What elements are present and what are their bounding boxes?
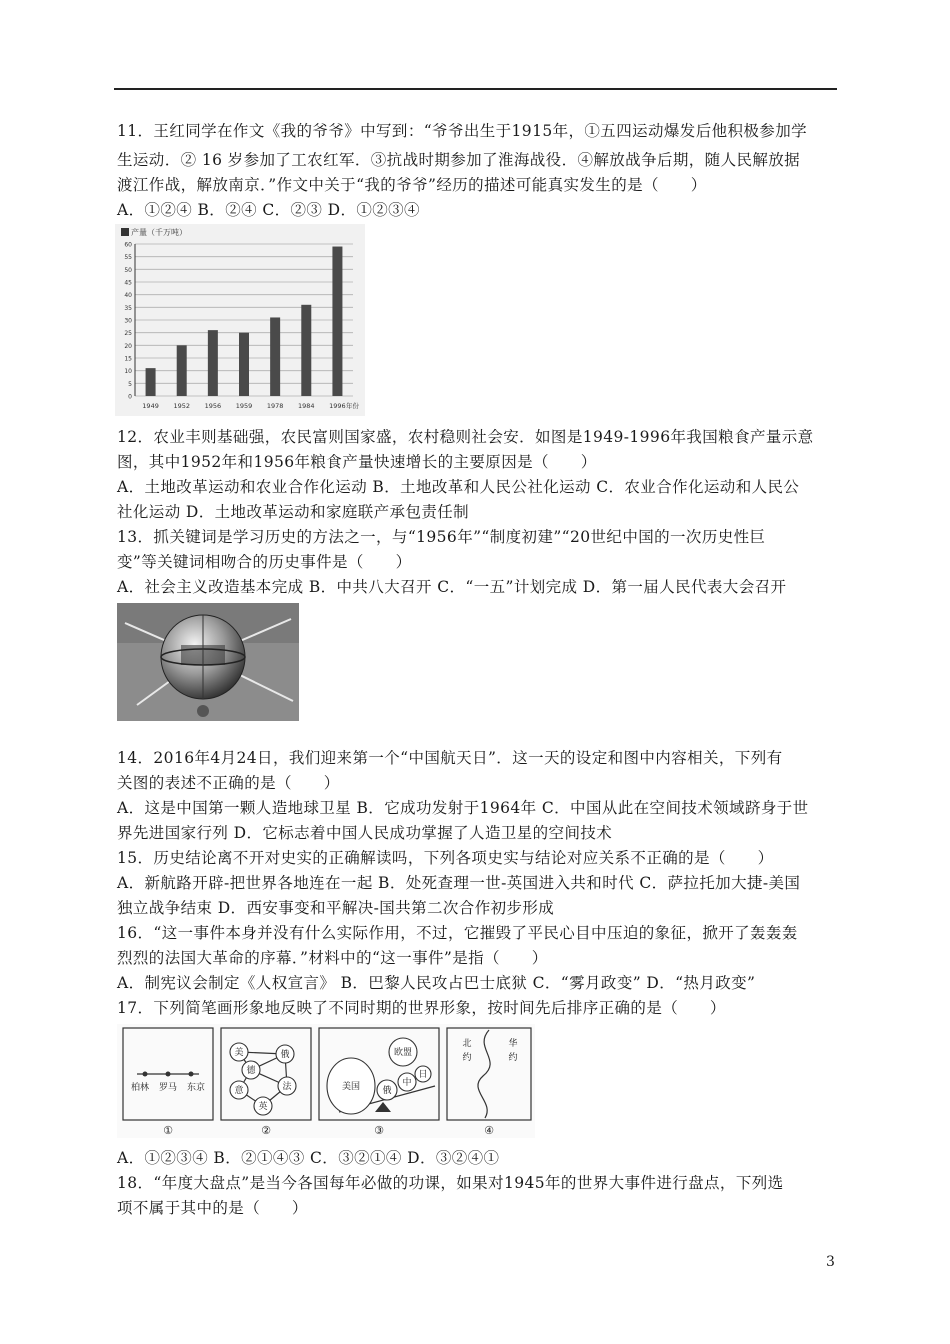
p1-num: ①: [163, 1124, 173, 1137]
chart-xtick-label: 1978: [266, 402, 284, 410]
chart-bar-1978: [270, 317, 280, 396]
chart-xtick-label: 1984: [298, 402, 315, 410]
q13-line-1: 13．抓关键词是学习历史的方法之一，与“1956年”“制度初建”“20世纪中国的一次历史性巨: [117, 528, 766, 546]
q18-line-1: 18．“年度大盘点”是当今各国每年必做的功课，如果对1945年的世界大事件进行盘点，下列选: [117, 1174, 784, 1192]
p4-label-2: 华: [508, 1039, 518, 1049]
q15-line-1: 15．历史结论离不开对史实的正确解读吗，下列各项史实与结论对应关系不正确的是（ ）: [117, 849, 774, 867]
chart-ytick-label: 55: [124, 254, 132, 262]
q12-options-2: 社化运动 D．土地改革运动和家庭联产承包责任制: [117, 503, 470, 521]
q18-line-2: 项不属于其中的是（ ）: [117, 1199, 308, 1217]
q14-options-2: 界先进国家行列 D．它标志着中国人民成功掌握了人造卫星的空间技术: [117, 824, 613, 842]
header-rule: [114, 88, 837, 90]
q17-options: A．①②③④ B．②①④③ C．③②①④ D．③②④①: [117, 1149, 500, 1167]
chart-ytick-label: 30: [124, 317, 132, 325]
chart-ytick-label: 45: [124, 279, 132, 287]
p3-label-china: 中: [402, 1078, 412, 1088]
chart-bar-1996: [332, 247, 342, 396]
chart-ytick-label: 5: [128, 380, 132, 388]
p4-label-0: 北: [462, 1039, 472, 1049]
p2-label-3: 法: [282, 1082, 292, 1092]
chart-ytick-label: 0: [128, 393, 132, 401]
q12-options-1: A．土地改革运动和农业合作化运动 B．土地改革和人民公社化运动 C．农业合作化运动和人民公: [117, 478, 800, 496]
q16-line-1: 16．“这一事件本身并没有什么实际作用，不过，它摧毁了平民心目中压迫的象征，掀开了轰轰轰: [117, 924, 798, 942]
chart-title: 产量（千万吨）: [131, 228, 187, 237]
p2-label-1: 德: [246, 1066, 256, 1076]
q11-options: A．①②④ B．②④ C．②③ D．①②③④: [117, 201, 420, 219]
q12-line-2: 图，其中1952年和1956年粮食产量快速增长的主要原因是（ ）: [117, 453, 597, 471]
p1-label-tokyo: 东京: [186, 1083, 206, 1093]
p1-label-berlin: 柏林: [130, 1083, 150, 1093]
chart-ytick-label: 40: [124, 292, 132, 300]
q15-options-2: 独立战争结束 D．西安事变和平解决-国共第二次合作初步形成: [117, 899, 555, 917]
p4-label-3: 约: [508, 1053, 518, 1063]
chart-xtick-label: 1996: [329, 402, 346, 410]
chart-ytick-label: 35: [124, 304, 132, 312]
chart-bar-1949: [146, 368, 156, 396]
q16-line-2: 烈烈的法国大革命的序幕．”材料中的“这一事件”是指（ ）: [117, 949, 548, 967]
chart-xtick-label: 1949: [142, 402, 159, 410]
q13-line-2: 变”等关键词相吻合的历史事件是（ ）: [117, 553, 412, 571]
chart-xtick-label: 1952: [173, 402, 190, 410]
p2-num: ②: [261, 1124, 271, 1137]
p4-num: ④: [484, 1124, 494, 1137]
grain-output-bar-chart: [115, 224, 365, 416]
p1-label-rome: 罗马: [158, 1083, 178, 1093]
chart-ytick-label: 60: [124, 241, 132, 249]
satellite-photo: [117, 603, 299, 721]
q12-line-1: 12．农业丰则基础强，农民富则国家盛，农村稳则社会安．如图是1949-1996年我国粮食产量示意: [117, 428, 814, 446]
p3-label-eu: 欧盟: [393, 1048, 413, 1058]
p3-label-russia: 俄: [382, 1086, 392, 1096]
chart-ytick-label: 15: [124, 355, 132, 363]
p2-label-4: 英: [258, 1102, 268, 1112]
world-pattern-sketches: [117, 1024, 535, 1138]
p2-label-2: 俄: [280, 1050, 290, 1060]
chart-ytick-label: 25: [124, 330, 132, 338]
q14-line-1: 14．2016年4月24日，我们迎来第一个“中国航天日”．这一天的设定和图中内容相关，下列有: [117, 749, 783, 767]
chart-bar-1952: [177, 345, 187, 396]
chart-xaxis-label: 年份: [346, 402, 359, 410]
page-number: 3: [826, 1254, 835, 1270]
q17-line-1: 17．下列简笔画形象地反映了不同时期的世界形象，按时间先后排序正确的是（ ）: [117, 999, 726, 1017]
p3-label-usa: 美国: [341, 1082, 361, 1092]
chart-bar-1956: [208, 330, 218, 396]
chart-bar-1984: [301, 305, 311, 396]
p4-label-1: 约: [462, 1053, 472, 1063]
q14-line-2: 关图的表述不正确的是（ ）: [117, 774, 340, 792]
chart-ytick-label: 20: [124, 342, 132, 350]
p2-label-5: 意: [234, 1086, 244, 1096]
p3-num: ③: [374, 1124, 384, 1137]
q11-line-1: 11．王红同学在作文《我的爷爷》中写到：“爷爷出生于1915年，①五四运动爆发后他积极参加学: [117, 122, 807, 140]
chart-xtick-label: 1959: [235, 402, 253, 410]
q16-options: A．制宪议会制定《人权宣言》 B．巴黎人民攻占巴士底狱 C．“雾月政变” D．“热月政变”: [117, 974, 756, 992]
q15-options-1: A．新航路开辟-把世界各地连在一起 B．处死查理一世-英国进入共和时代 C．萨拉托加大捷-美国: [117, 874, 801, 892]
chart-xtick-label: 1956: [204, 402, 222, 410]
p3-label-japan: 日: [418, 1070, 428, 1080]
chart-ytick-label: 50: [124, 266, 132, 274]
q11-line-3: 渡江作战，解放南京．”作文中关于“我的爷爷”经历的描述可能真实发生的是（ ）: [117, 176, 707, 194]
q11-line-2: 生运动．② 16 岁参加了工农红军．③抗战时期参加了淮海战役．④解放战争后期，随人民解放据: [117, 151, 801, 169]
q14-options-1: A．这是中国第一颗人造地球卫星 B．它成功发射于1964年 C．中国从此在空间技术领域跻身于世: [117, 799, 809, 817]
q13-options: A．社会主义改造基本完成 B．中共八大召开 C．“一五”计划完成 D．第一届人民代表大会召开: [117, 578, 787, 596]
p2-label-0: 美: [234, 1048, 244, 1058]
chart-ytick-label: 10: [124, 368, 132, 376]
chart-bar-1959: [239, 333, 249, 396]
